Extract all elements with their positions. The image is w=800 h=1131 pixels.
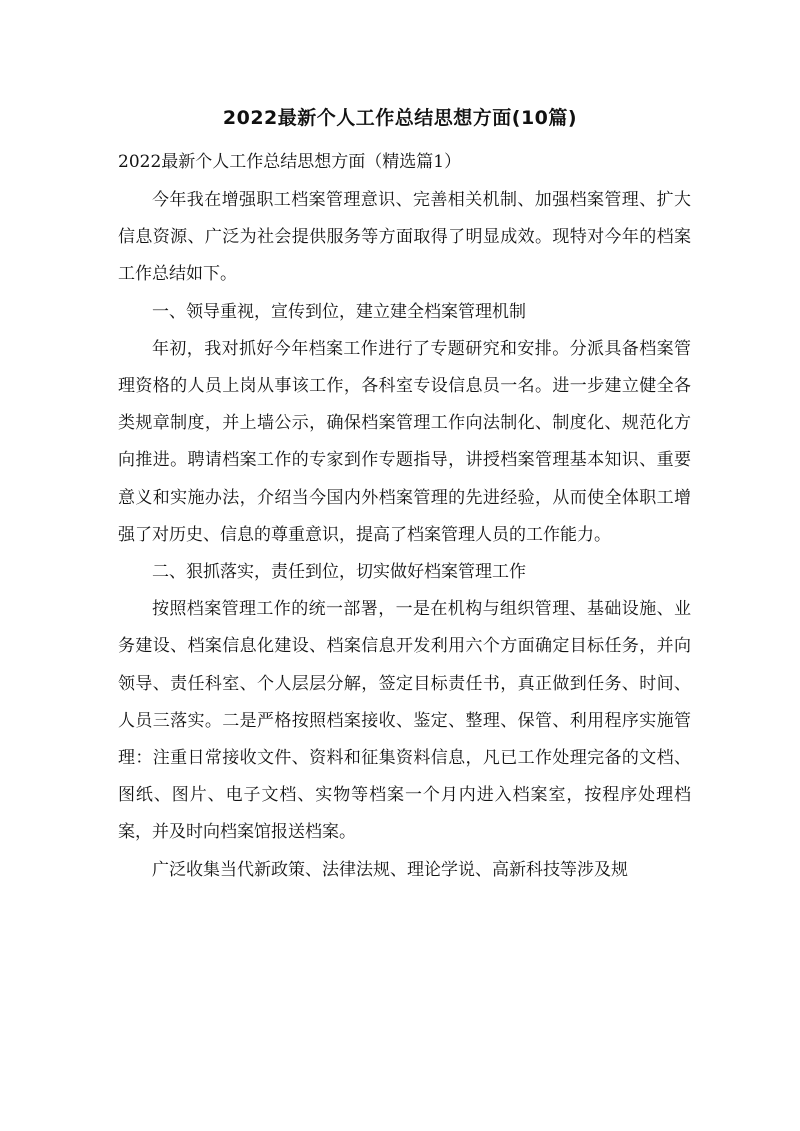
paragraph-section-2: 按照档案管理工作的统一部署，一是在机构与组织管理、基础设施、业务建设、档案信息化建设、档案信息开发利用六个方面确定目标任务，并向领导、责任科室、个人层层分解，签定目标责任书，真正做到任务、时间、人员三落实。二是严格按照档案接收、鉴定、整理、保管、利用程序实施管理：注重日常接收文件、资料和征集资料信息，凡已工作处理完备的文档、图纸、图片、电子文档、实物等档案一个月内进入档案室，按程序处理档案，并及时向档案馆报送档案。 <box>118 599 691 843</box>
paragraph-section-1: 年初，我对抓好今年档案工作进行了专题研究和安排。分派具备档案管理资格的人员上岗从事该工作，各科室专设信息员一名。进一步建立健全各类规章制度，并上墙公示，确保档案管理工作向法制化、制度化、规范化方向推进。聘请档案工作的专家到作专题指导，讲授档案管理基本知识、重要意义和实施办法，介绍当今国内外档案管理的先进经验，从而使全体职工增强了对历史、信息的尊重意识，提高了档案管理人员的工作能力。 <box>118 338 691 545</box>
document-title: 2022最新个人工作总结思想方面(10篇) <box>222 107 578 129</box>
section-heading-1: 一、领导重视，宣传到位，建立建全档案管理机制 <box>152 301 526 322</box>
paragraph-intro: 今年我在增强职工档案管理意识、完善相关机制、加强档案管理、扩大信息资源、广泛为社会提供服务等方面取得了明显成效。现特对今年的档案工作总结如下。 <box>118 190 691 285</box>
section-heading-2: 二、狠抓落实，责任到位，切实做好档案管理工作 <box>152 562 526 583</box>
document-body <box>118 182 691 889</box>
document-subtitle: 2022最新个人工作总结思想方面（精选篇1） <box>118 152 462 172</box>
paragraph-continued: 广泛收集当代新政策、法律法规、理论学说、高新科技等涉及规 <box>152 859 628 880</box>
